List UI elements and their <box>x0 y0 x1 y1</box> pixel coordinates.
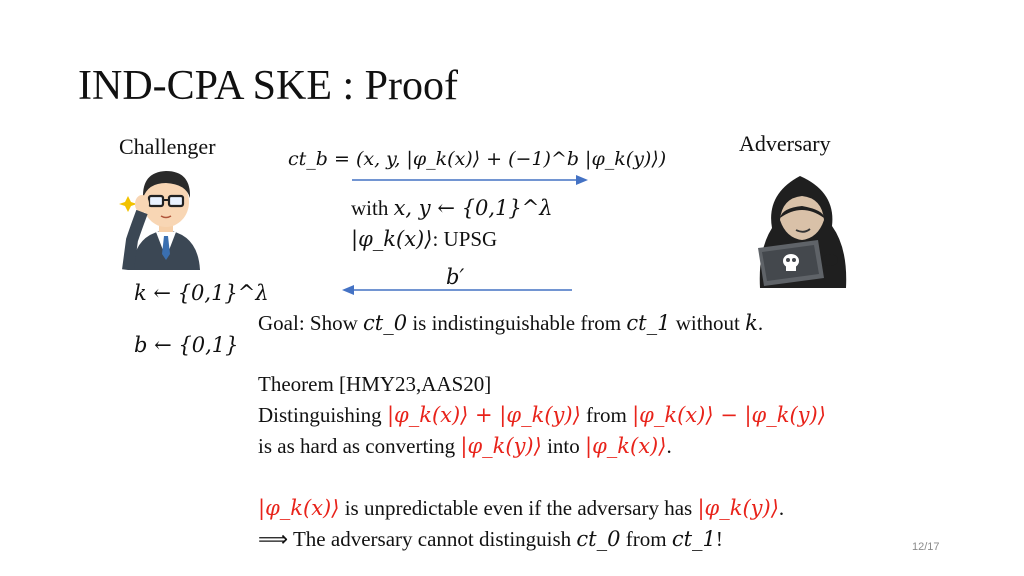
theorem-distinguishing: Distinguishing <box>258 403 382 427</box>
theorem-period: . <box>666 434 672 458</box>
theorem-from: from <box>586 403 627 427</box>
key-sampling: k ← {0,1}^λ <box>134 281 269 305</box>
conclusion-cannot-distinguish: The adversary cannot distinguish <box>292 527 572 551</box>
slide-title: IND-CPA SKE : Proof <box>78 63 459 109</box>
theorem-hardness: is as hard as converting <box>258 434 456 458</box>
theorem-state-y: |φ_k(y)⟩ <box>460 434 542 458</box>
conclusion-period: . <box>778 496 785 520</box>
conclusion-unpredictable: is unpredictable even if the adversary has <box>344 496 693 520</box>
page-number: 12/17 <box>912 541 940 553</box>
state-line <box>351 224 497 254</box>
theorem-header: Theorem [HMY23,AAS20] <box>258 372 492 396</box>
adversary-label: Adversary <box>739 131 831 156</box>
goal-line <box>258 308 763 338</box>
theorem-into: into <box>547 434 580 458</box>
businessman-with-glasses-icon <box>118 162 214 270</box>
conclusion-state-y: |φ_k(y)⟩ <box>697 496 779 520</box>
conclusion-exclamation: ! <box>715 527 723 551</box>
challenger-label: Challenger <box>119 134 216 159</box>
conclusion-line-1 <box>258 493 784 523</box>
bit-sampling: b ← {0,1} <box>134 333 239 357</box>
response-bit: b′ <box>446 265 465 289</box>
goal-ct1: ct_1 <box>626 311 671 335</box>
ciphertext-formula: ct_b = (x, y, |φ_k(x)⟩ + (−1)^b |φ_k(y)⟩) <box>288 148 667 170</box>
state-expression: |φ_k(x)⟩ <box>351 227 433 251</box>
goal-middle: is indistinguishable from <box>412 311 622 335</box>
conclusion-ct1: ct_1 <box>671 527 716 551</box>
theorem-state-x: |φ_k(x)⟩ <box>585 434 667 458</box>
conclusion-from: from <box>625 527 667 551</box>
goal-k: k <box>745 311 758 335</box>
conclusion-state-x: |φ_k(x)⟩ <box>258 496 340 520</box>
conclusion-ct0: ct_0 <box>576 527 621 551</box>
sampling-line <box>351 193 553 223</box>
goal-without: without <box>675 311 740 335</box>
goal-period: . <box>757 311 764 335</box>
theorem-line-2 <box>258 431 672 461</box>
sampling-prefix: with <box>351 196 389 220</box>
theorem-sum-state: |φ_k(x)⟩ + |φ_k(y)⟩ <box>386 403 581 427</box>
implies-arrow: ⟹ <box>258 527 289 551</box>
theorem-line-1 <box>258 400 826 430</box>
goal-prefix: Goal: Show <box>258 311 358 335</box>
sampling-expression: x, y ← {0,1}^λ <box>393 196 553 220</box>
hooded-hacker-laptop-icon <box>752 168 852 288</box>
theorem-difference-state: |φ_k(x)⟩ − |φ_k(y)⟩ <box>632 403 826 427</box>
conclusion-line-2 <box>258 524 723 554</box>
state-suffix: : UPSG <box>432 227 498 251</box>
goal-ct0: ct_0 <box>363 311 408 335</box>
